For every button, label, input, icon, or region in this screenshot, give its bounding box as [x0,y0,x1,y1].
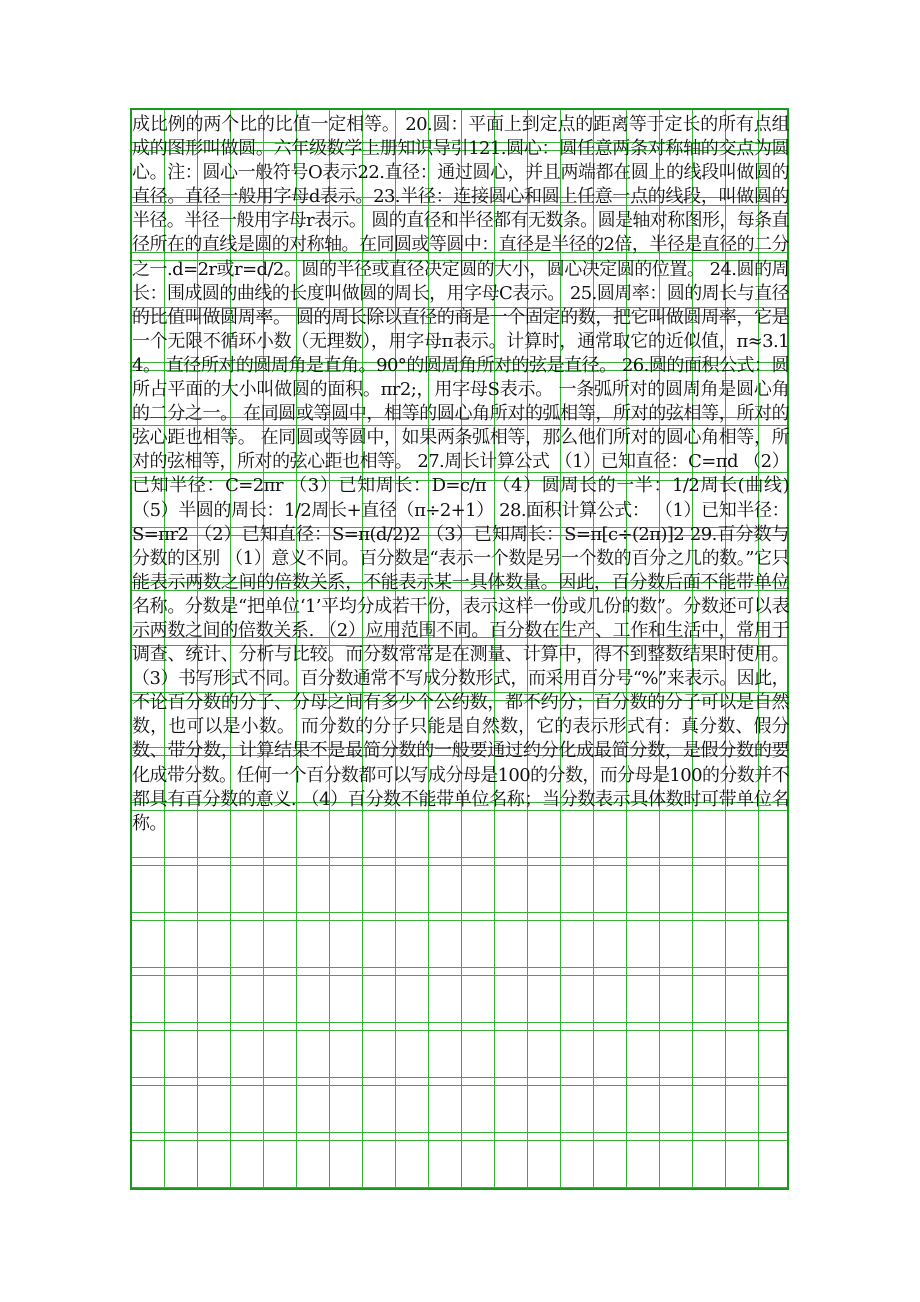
document-body-text: 成比例的两个比的比值一定相等。 20.圆：平面上到定点的距离等于定长的所有点组成的图形叫做圆。六年级数学上册知识导引121.圆心：圆任意两条对称轴的交点为圆心。注：圆心一般符号O表示22.直径：通过圆心，并且两端都在圆上的线段叫做圆的直径。直径一般用字母d表示。23.半径：连接圆心和圆上任意一点的线段，叫做圆的半径。半径一般用字母r表示。 圆的直径和半径都有无数条。圆是轴对称图形，每条直径所在的直线是圆的对称轴。在同圆或等圆中：直径是半径的2倍，半径是直径的二分之一.d=2r或r=d/2。圆的半径或直径决定圆的大小，圆心决定圆的位置。 24.圆的周长：围成圆的曲线的长度叫做圆的周长，用字母C表示。 25.圆周率：圆的周长与直径的比值叫做圆周率。 圆的周长除以直径的商是一个固定的数，把它叫做圆周率，它是一个无限不循环小数（无理数），用字母π表示。计算时，通常取它的近似值，π≈3.14。 直径所对的圆周角是直角。90°的圆周角所对的弦是直径。 26.圆的面积公式：圆所占平面的大小叫做圆的面积。πr2;，用字母S表示。 一条弧所对的圆周角是圆心角的二分之一。 在同圆或等圆中，相等的圆心角所对的弧相等，所对的弦相等，所对的弦心距也相等。 在同圆或等圆中，如果两条弧相等，那么他们所对的圆心角相等，所对的弦相等，所对的弦心距也相等。 27.周长计算公式 （1）已知直径：C=πd （2）已知半径：C=2πr （3）已知周长：D=c/π （4）圆周长的一半：1/2周长(曲线) （5）半圆的周长：1/2周长+直径（π÷2+1） 28.面积计算公式： （1）已知半径：S=πr2 （2）已知直径：S=π(d/2)2 （3）已知周长：S=π[c÷(2π)]2 29.百分数与分数的区别 （1）意义不同。百分数是“表示一个数是另一个数的百分之几的数。”它只能表示两数之间的倍数关系，不能表示某一具体数量。因此，百分数后面不能带单位名称。分数是“把单位‘1’平均分成若干份，表示这样一份或几份的数”。分数还可以表示两数之间的倍数关系. （2）应用范围不同。百分数在生产、工作和生活中，常用于调查、统计、分析与比较。而分数常常是在测量、计算中，得不到整数结果时使用。 （3）书写形式不同。百分数通常不写成分数形式，而采用百分号“%”来表示。因此，不论百分数的分子、分母之间有多少个公约数，都不约分；百分数的分子可以是自然数，也可以是小数。 而分数的分子只能是自然数，它的表示形式有：真分数、假分数、带分数，计算结果不是最简分数的一般要通过约分化成最简分数，是假分数的要化成带分数。任何一个百分数都可以写成分母是100的分数，而分母是100的分数并不都具有百分数的意义. （4）百分数不能带单位名称；当分数表示具体数时可带单位名称。 [132,114,789,834]
